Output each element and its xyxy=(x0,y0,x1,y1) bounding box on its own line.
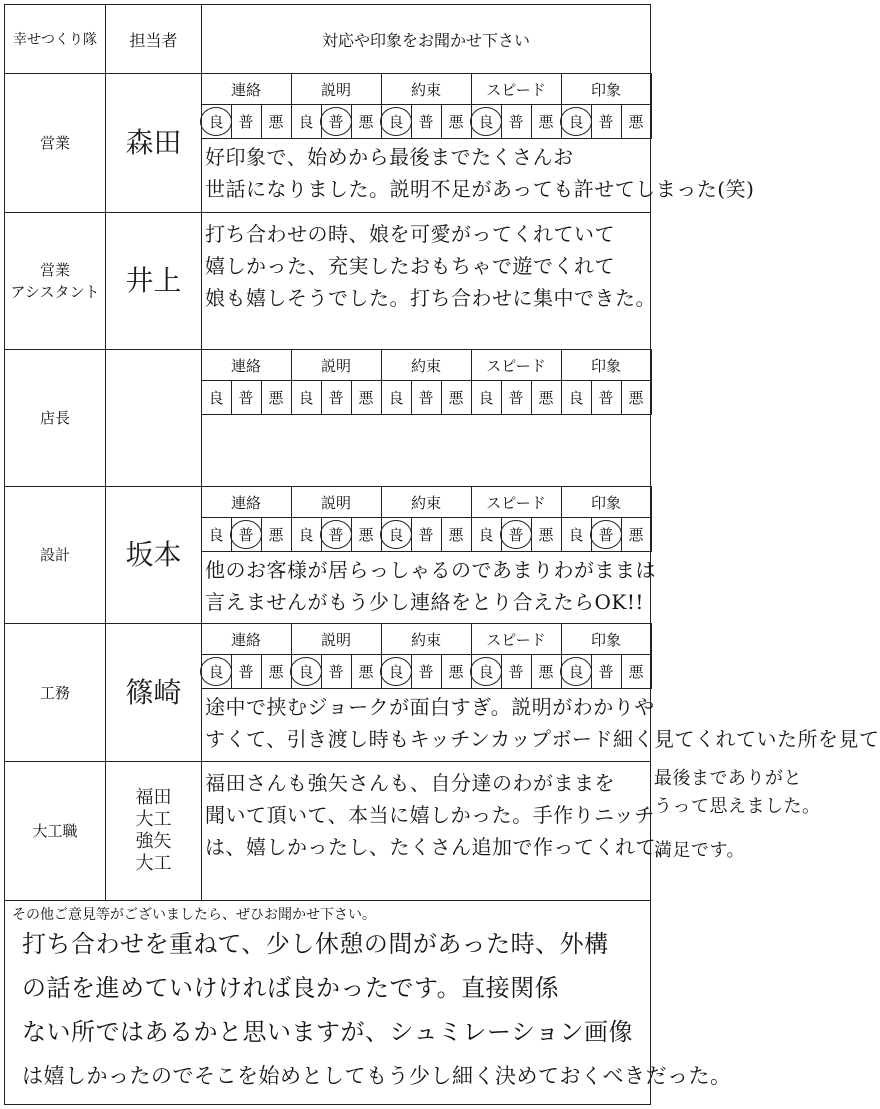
grade-option[interactable]: 普 xyxy=(418,389,434,407)
category-label: 連絡 xyxy=(230,356,261,375)
selected-circle xyxy=(230,520,262,549)
grade-option[interactable]: 悪 xyxy=(628,663,644,681)
grade-option[interactable]: 普 xyxy=(418,663,434,681)
selected-circle xyxy=(320,107,352,136)
handwritten-comment-line: 聞いて頂いて、本当に嬉しかった。手作りニッチ xyxy=(205,803,655,827)
selected-circle xyxy=(560,107,592,136)
grade-option[interactable]: 悪 xyxy=(268,526,284,544)
category-label: 説明 xyxy=(320,356,351,375)
header-person-label: 担当者 xyxy=(129,30,178,50)
grade-option[interactable]: 良 xyxy=(208,663,224,681)
grade-option[interactable]: 良 xyxy=(298,663,314,681)
grade-option[interactable]: 良 xyxy=(298,113,314,131)
handwritten-comment-line: 福田さんも強矢さんも、自分達のわがままを xyxy=(205,771,615,795)
selected-circle xyxy=(470,107,502,136)
grade-option[interactable]: 悪 xyxy=(628,113,644,131)
grade-option[interactable]: 悪 xyxy=(448,526,464,544)
header-team-label: 幸せつくり隊 xyxy=(13,32,97,48)
handwritten-comment-line: 嬉しかった、充実したおもちゃで遊でくれて xyxy=(205,254,615,278)
grade-option[interactable]: 良 xyxy=(388,526,404,544)
person-name: 森田 xyxy=(125,126,182,159)
grade-option[interactable]: 良 xyxy=(298,526,314,544)
selected-circle xyxy=(200,107,232,136)
category-label: スピード xyxy=(486,356,546,375)
grade-option[interactable]: 良 xyxy=(478,663,494,681)
grade-option[interactable]: 良 xyxy=(208,526,224,544)
grade-option[interactable]: 普 xyxy=(418,526,434,544)
grade-option[interactable]: 良 xyxy=(388,389,404,407)
grade-option[interactable]: 普 xyxy=(328,663,344,681)
grade-option[interactable]: 悪 xyxy=(358,663,374,681)
grade-option[interactable]: 普 xyxy=(598,663,614,681)
category-label: 説明 xyxy=(320,493,351,512)
grade-option[interactable]: 普 xyxy=(598,113,614,131)
selected-circle xyxy=(200,657,232,686)
category-label: スピード xyxy=(486,630,546,649)
selected-circle xyxy=(590,520,622,549)
selected-circle xyxy=(290,657,322,686)
grade-option[interactable]: 悪 xyxy=(538,389,554,407)
department-label: 営業 アシスタント xyxy=(10,261,100,301)
side-comment-line: 最後までありがと xyxy=(654,768,802,789)
handwritten-comment-line: 世話になりました。説明不足があっても許せてしまった(笑) xyxy=(205,177,755,201)
handwritten-comment-line: は、嬉しかったし、たくさん追加で作ってくれて、 xyxy=(205,835,677,859)
other-comment-line-4: は嬉しかったのでそこを始めとしてもう少し細く決めておくべきだった。 xyxy=(22,1064,732,1088)
selected-circle xyxy=(470,657,502,686)
handwritten-comment-line: 途中で挟むジョークが面白すぎ。説明がわかりや xyxy=(205,695,655,719)
category-label: 連絡 xyxy=(230,630,261,649)
grade-option[interactable]: 良 xyxy=(388,663,404,681)
department-label: 設計 xyxy=(39,546,70,564)
grade-option[interactable]: 良 xyxy=(478,526,494,544)
grade-option[interactable]: 普 xyxy=(238,663,254,681)
other-comment-line-1: 打ち合わせを重ねて、少し休憩の間があった時、外構 xyxy=(22,930,609,958)
grade-option[interactable]: 普 xyxy=(598,389,614,407)
grade-option[interactable]: 悪 xyxy=(358,526,374,544)
category-label: 説明 xyxy=(320,630,351,649)
grade-option[interactable]: 普 xyxy=(238,526,254,544)
grade-option[interactable]: 良 xyxy=(208,389,224,407)
grade-option[interactable]: 悪 xyxy=(268,663,284,681)
category-label: 印象 xyxy=(590,356,621,375)
department-label: 大工職 xyxy=(32,822,78,840)
person-name: 坂本 xyxy=(125,538,182,571)
grade-option[interactable]: 悪 xyxy=(538,113,554,131)
category-label: スピード xyxy=(486,80,546,99)
handwritten-comment-line: 他のお客様が居らっしゃるのであまりわがままは xyxy=(205,558,656,582)
category-label: 約束 xyxy=(410,356,441,375)
category-label: スピード xyxy=(486,493,546,512)
other-comment-line-3: ない所ではあるかと思いますが、シュミレーション画像 xyxy=(22,1018,634,1046)
handwritten-comment-line: 言えませんがもう少し連絡をとり合えたらOK!! xyxy=(205,590,644,614)
grade-option[interactable]: 普 xyxy=(328,389,344,407)
grade-option[interactable]: 普 xyxy=(238,113,254,131)
handwritten-comment-line: 娘も嬉しそうでした。打ち合わせに集中できた。 xyxy=(205,286,656,310)
category-label: 連絡 xyxy=(230,493,261,512)
selected-circle xyxy=(320,520,352,549)
grade-option[interactable]: 良 xyxy=(568,526,584,544)
grade-option[interactable]: 悪 xyxy=(538,526,554,544)
grade-option[interactable]: 普 xyxy=(508,389,524,407)
grade-option[interactable]: 普 xyxy=(328,113,344,131)
grade-option[interactable]: 悪 xyxy=(448,389,464,407)
grade-option[interactable]: 普 xyxy=(508,113,524,131)
person-name: 井上 xyxy=(125,264,182,297)
person-name: 福田 大工 強矢 大工 xyxy=(135,787,172,874)
grade-option[interactable]: 悪 xyxy=(538,663,554,681)
grade-option[interactable]: 良 xyxy=(568,389,584,407)
grade-option[interactable]: 良 xyxy=(568,663,584,681)
category-label: 印象 xyxy=(590,630,621,649)
grade-option[interactable]: 良 xyxy=(388,113,404,131)
grade-option[interactable]: 良 xyxy=(478,113,494,131)
grade-option[interactable]: 良 xyxy=(298,389,314,407)
category-label: 印象 xyxy=(590,493,621,512)
selected-circle xyxy=(380,107,412,136)
grade-option[interactable]: 普 xyxy=(328,526,344,544)
grade-option[interactable]: 良 xyxy=(478,389,494,407)
header-feedback-label: 対応や印象をお聞かせ下さい xyxy=(321,30,530,50)
department-label: 店長 xyxy=(39,409,70,427)
grade-option[interactable]: 悪 xyxy=(628,389,644,407)
grade-option[interactable]: 良 xyxy=(568,113,584,131)
department-label: 営業 xyxy=(39,134,70,152)
category-label: 約束 xyxy=(410,80,441,99)
category-label: 約束 xyxy=(410,630,441,649)
grade-option[interactable]: 悪 xyxy=(448,663,464,681)
person-name xyxy=(105,349,202,487)
category-label: 連絡 xyxy=(230,80,261,99)
other-comment-line-2: の話を進めていけければ良かったです。直接関係 xyxy=(22,974,560,1002)
selected-circle xyxy=(380,657,412,686)
side-comment-line: 満足です。 xyxy=(654,840,746,861)
side-comment-line: うって思えました。 xyxy=(654,796,821,817)
handwritten-comment-line: 好印象で、始めから最後までたくさんお xyxy=(205,145,574,169)
grade-option[interactable]: 悪 xyxy=(268,113,284,131)
handwritten-comment-line: すくて、引き渡し時もキッチンカップボード細く見てくれていた所を見て xyxy=(205,727,880,751)
other-comments-prompt: その他ご意見等がございましたら、ぜひお聞かせ下さい。 xyxy=(12,907,376,923)
grade-option[interactable]: 普 xyxy=(508,663,524,681)
department-label: 工務 xyxy=(39,683,70,702)
category-label: 説明 xyxy=(320,80,351,99)
grade-option[interactable]: 悪 xyxy=(268,389,284,407)
selected-circle xyxy=(500,520,532,549)
selected-circle xyxy=(560,657,592,686)
grade-option[interactable]: 悪 xyxy=(358,113,374,131)
grade-option[interactable]: 悪 xyxy=(628,526,644,544)
grade-option[interactable]: 普 xyxy=(598,526,614,544)
grade-option[interactable]: 悪 xyxy=(358,389,374,407)
category-label: 約束 xyxy=(410,493,441,512)
selected-circle xyxy=(380,520,412,549)
grade-option[interactable]: 普 xyxy=(238,389,254,407)
category-label: 印象 xyxy=(590,80,621,99)
person-name: 篠崎 xyxy=(125,675,182,709)
grade-option[interactable]: 悪 xyxy=(448,113,464,131)
grade-option[interactable]: 普 xyxy=(418,113,434,131)
handwritten-comment-line: 打ち合わせの時、娘を可愛がってくれていて xyxy=(205,222,615,246)
grade-option[interactable]: 良 xyxy=(208,113,224,131)
grade-option[interactable]: 普 xyxy=(508,526,524,544)
